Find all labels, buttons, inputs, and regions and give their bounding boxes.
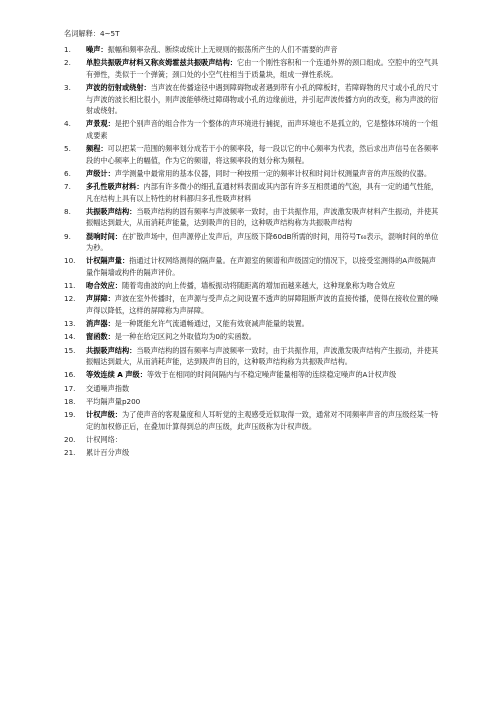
item-definition: 交通噪声指数 [86,383,130,393]
item-term: 声景观 [86,119,108,129]
item-definition: 指通过计权网络测得的隔声量。在声源室的频谱和声级固定的情况下，以接受室测得的A声级隔声量作隔墙或构件的隔声评价。 [86,256,436,278]
item-number: 11. [64,281,76,291]
item-number: 21. [64,447,76,457]
item-number: 7. [64,182,71,192]
item-term: 单腔共振吸声材料又称亥姆霍兹共振吸声结构 [86,58,230,68]
item-term: 声屏障 [86,294,108,304]
item-number: 1. [64,45,71,54]
definition-item [64,57,440,80]
item-number: 8. [64,206,71,216]
item-definition: 是把个别声音的组合作为一个整体的声环境进行捕捉，而声环境也不是孤立的，它是整体环境的一个组成要素 [86,119,439,140]
page-header: 名词解释：4~5T [64,29,120,38]
item-definition: 声波在室外传播时，在声源与受声点之间设置不透声的屏障阻断声波的直接传播，使得在接收位置的噪声得以降低，这样的屏障称为声屏障。 [86,294,439,315]
item-definition: 当吸声结构的固有频率与声波频率一致时，由于共振作用，声波激发吸声材料产生振动，并使其振幅达到最大，从而消耗声能量，达到吸声的目的，这种吸声结构称为共振吸声结构 [86,206,439,228]
item-number: 2. [64,58,71,68]
item-term: 共振吸声结构 [86,206,130,216]
item-separator: ： [229,58,237,68]
item-number: 4. [64,119,71,129]
item-number: 14. [64,332,76,342]
item-term: 消声器 [86,319,108,329]
item-definition: 平均隔声量p200 [86,396,141,406]
item-term: 多孔性吸声材料 [86,182,137,192]
item-definition: 是一种既能允许气流通畅通过，又能有效衰减声能量的装置。 [114,319,309,329]
item-definition: 等效于在相同的时间间隔内与不稳定噪声能量相等的连续稳定噪声的A计权声级 [146,370,397,380]
item-separator: ： [107,332,115,342]
item-separator: ： [121,256,130,266]
item-separator: ： [114,281,122,291]
definition-item [64,447,440,459]
item-number: 10. [64,256,76,266]
item-definition: 内部有许多微小的细孔直通材料表面或其内部有许多互相贯通的气泡，具有一定的通气性能，凡在结构上具有以上特性的材料都归多孔性吸声材料 [86,182,439,203]
definition-item [64,118,440,141]
item-number: 18. [64,396,76,406]
definition-item [64,396,440,408]
definition-item [64,82,440,117]
item-definition: 在扩散声场中，但声源停止发声后，声压级下降60dB所需的时间，用符号T₆₀表示，混响时间的单位为秒。 [86,231,439,253]
item-definition: 随着弯曲波的向上传播，墙板振动将随距离的增加而越来越大，这种现象称为吻合效应 [121,281,396,291]
item-term: 声级计 [86,168,108,178]
definition-item [64,231,440,254]
definition-item [64,44,440,56]
item-definition: 计权网络： [86,434,122,444]
definition-item [64,255,440,278]
definition-item [64,383,440,395]
item-number: 16. [64,370,76,380]
item-number: 13. [64,319,76,329]
item-number: 5. [64,144,71,154]
item-separator: ： [107,119,115,129]
item-term: 混响时间 [86,231,115,241]
item-separator: ： [114,409,122,419]
item-definition: 振幅和频率杂乱、断续或统计上无规则的振荡所产生的人们不需要的声音 [107,45,338,54]
definition-item [64,168,440,180]
definition-item [64,143,440,166]
item-term: 共振吸声结构 [86,345,130,355]
item-number: 17. [64,383,76,393]
item-definition: 当声波在传播途径中遇到障碍物或者遇到带有小孔的障板时，若障碍物的尺寸或小孔的尺寸与声波的波长相比很小，则声波能够绕过障碍物或小孔的边缘前进，并引起声波传播方向的改变，称为声波的衍射或绕射。 [86,82,439,116]
item-term: 窗函数 [86,332,108,342]
item-definition: 是一种在给定区间之外取值均为0的实函数。 [114,332,256,342]
item-separator: ： [100,144,108,154]
item-term: 计权声级 [86,409,115,419]
item-term: 吻合效应 [86,281,115,291]
item-term: 声波的衍射或绕射 [86,82,144,92]
item-definition: 声学测量中最常用的基本仪器，同时一种按照一定的频率计权和时间计权测量声音的声压级的仪器。 [114,168,432,178]
definition-item [64,434,440,446]
definition-item [64,206,440,229]
definition-list [64,44,440,460]
item-separator: ： [100,45,108,54]
item-separator: ： [114,231,122,241]
item-definition: 累计百分声级 [86,447,130,457]
item-number: 12. [64,294,76,304]
item-separator: ： [129,345,137,355]
item-separator: ： [143,82,151,92]
item-number: 9. [64,231,71,241]
item-separator: ： [107,319,115,329]
item-term: 噪声 [86,45,101,54]
item-separator: ： [129,206,137,216]
item-definition: 可以把某一范围的频率划分成若干小的频率段，每一段以它的中心频率为代表，然后求出声信号在各频率段的中心频率上的幅值，作为它的频谱，将这频率段的划分称为频程。 [86,144,439,165]
item-separator: ： [139,370,147,380]
item-definition: 当吸声结构的固有频率与声波频率一致时，由于共振作用，声波激发吸声结构产生振动，并使其振幅达到最大，从而消耗声能，达到吸声的目的，这种吸声结构称为共振吸声结构。 [86,345,439,367]
definition-item [64,280,440,292]
definition-item [64,331,440,343]
item-term: 频程 [86,144,101,154]
item-definition: 为了使声音的客观量度和人耳听觉的主观感受近似取得一致，通常对不同频率声音的声压级经某一特定的加权修正后，在叠加计算得到总的声压级，此声压级称为计权声级。 [86,409,439,431]
item-number: 6. [64,168,71,178]
definition-item [64,345,440,368]
item-number: 20. [64,434,76,444]
definition-item [64,293,440,316]
definition-item [64,369,440,381]
item-separator: ： [107,168,115,178]
item-definition: 它由一个刚性容积和一个连通外界的颈口组成。空腔中的空气具有弹性，类似于一个弹簧；颈口处的小空气柱相当于质量块，组成一弹性系统。 [86,58,439,79]
item-separator: ： [136,182,144,192]
item-number: 15. [64,345,76,355]
item-term: 计权隔声量 [86,256,122,266]
definition-item [64,409,440,432]
item-separator: ： [107,294,115,304]
item-number: 19. [64,409,76,419]
item-number: 3. [64,82,71,92]
item-term: 等效连续 A 声级 [86,370,140,380]
definition-item [64,318,440,330]
definition-item [64,181,440,204]
